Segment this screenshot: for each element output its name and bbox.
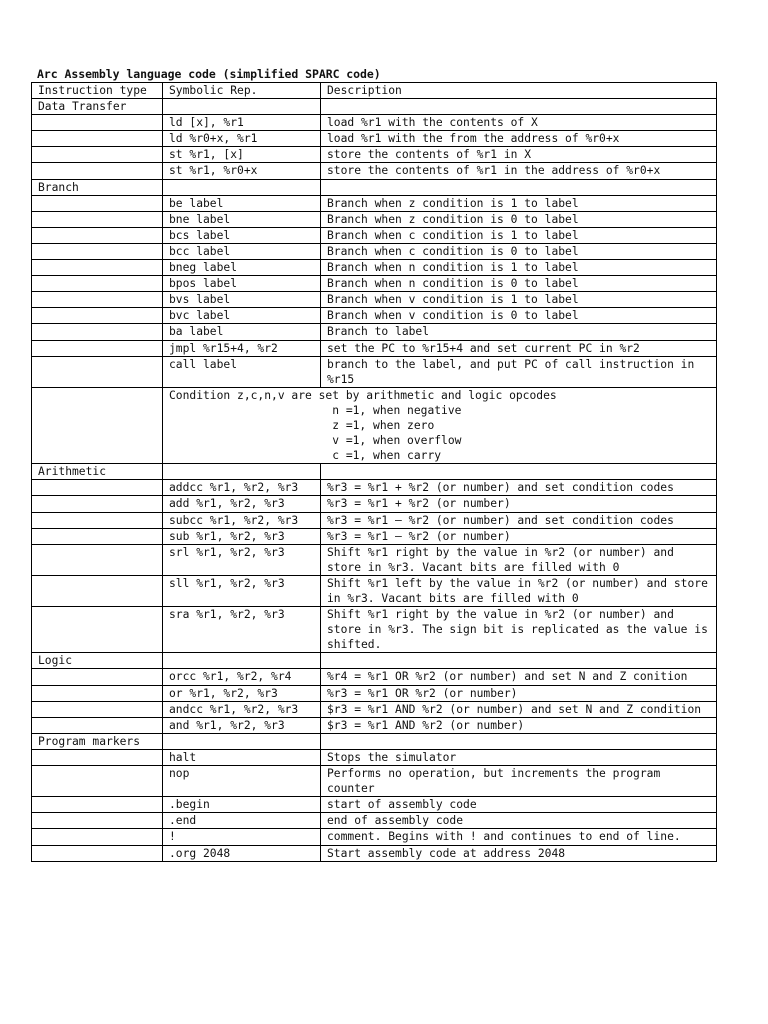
section-label: Data Transfer	[32, 99, 163, 115]
instruction-row	[32, 528, 717, 544]
symbolic-rep-cell: add %r1, %r2, %r3	[163, 496, 321, 512]
instruction-row	[32, 496, 717, 512]
instruction-row	[32, 845, 717, 861]
symbolic-rep-cell: .end	[163, 813, 321, 829]
instruction-row	[32, 276, 717, 292]
instruction-row	[32, 480, 717, 496]
symbolic-rep-cell: nop	[163, 766, 321, 797]
empty-cell	[32, 131, 163, 147]
symbolic-rep-cell: jmpl %r15+4, %r2	[163, 340, 321, 356]
symbolic-rep-cell: subcc %r1, %r2, %r3	[163, 512, 321, 528]
symbolic-rep-cell: bcs label	[163, 227, 321, 243]
description-cell: Branch when c condition is 0 to label	[321, 243, 717, 259]
instruction-row	[32, 829, 717, 845]
empty-cell	[163, 99, 321, 115]
symbolic-rep-cell: bvs label	[163, 292, 321, 308]
instruction-row	[32, 292, 717, 308]
symbolic-rep-cell: halt	[163, 749, 321, 765]
instruction-row	[32, 115, 717, 131]
section-label: Logic	[32, 653, 163, 669]
description-cell: Performs no operation, but increments the program counter	[321, 766, 717, 797]
instruction-row	[32, 575, 717, 606]
description-cell: comment. Begins with ! and continues to end of line.	[321, 829, 717, 845]
empty-cell	[321, 733, 717, 749]
header-description: Description	[321, 83, 717, 99]
description-cell: Branch when v condition is 1 to label	[321, 292, 717, 308]
empty-cell	[321, 653, 717, 669]
symbolic-rep-cell: bne label	[163, 211, 321, 227]
instruction-row	[32, 131, 717, 147]
empty-cell	[321, 99, 717, 115]
empty-cell	[32, 227, 163, 243]
empty-cell	[321, 179, 717, 195]
empty-cell	[32, 324, 163, 340]
description-cell: %r3 = %r1 – %r2 (or number) and set condition codes	[321, 512, 717, 528]
symbolic-rep-cell: ld [x], %r1	[163, 115, 321, 131]
condition-note-cell: Condition z,c,n,v are set by arithmetic and logic opcodes n =1, when negative z =1, when zero v =1, when overflow c =1, when carry	[163, 387, 717, 463]
empty-cell	[32, 845, 163, 861]
header-symbolic-rep: Symbolic Rep.	[163, 83, 321, 99]
document-title: Arc Assembly language code (simplified SPARC code)	[37, 67, 381, 81]
symbolic-rep-cell: .org 2048	[163, 845, 321, 861]
empty-cell	[32, 211, 163, 227]
symbolic-rep-cell: orcc %r1, %r2, %r4	[163, 669, 321, 685]
empty-cell	[163, 653, 321, 669]
empty-cell	[32, 496, 163, 512]
empty-cell	[321, 464, 717, 480]
instruction-row	[32, 669, 717, 685]
instruction-row	[32, 749, 717, 765]
symbolic-rep-cell: st %r1, [x]	[163, 147, 321, 163]
empty-cell	[32, 512, 163, 528]
symbolic-rep-cell: sub %r1, %r2, %r3	[163, 528, 321, 544]
empty-cell	[32, 544, 163, 575]
table-header-row	[32, 83, 717, 99]
description-cell: %r3 = %r1 + %r2 (or number) and set condition codes	[321, 480, 717, 496]
empty-cell	[32, 115, 163, 131]
instruction-row	[32, 211, 717, 227]
empty-cell	[32, 147, 163, 163]
description-cell: Start assembly code at address 2048	[321, 845, 717, 861]
empty-cell	[32, 575, 163, 606]
instruction-row	[32, 195, 717, 211]
empty-cell	[163, 179, 321, 195]
empty-cell	[32, 766, 163, 797]
description-cell: $r3 = %r1 AND %r2 (or number)	[321, 717, 717, 733]
symbolic-rep-cell: srl %r1, %r2, %r3	[163, 544, 321, 575]
empty-cell	[163, 733, 321, 749]
symbolic-rep-cell: or %r1, %r2, %r3	[163, 685, 321, 701]
symbolic-rep-cell: sll %r1, %r2, %r3	[163, 575, 321, 606]
description-cell: Shift %r1 right by the value in %r2 (or number) and store in %r3. Vacant bits are filled with 0	[321, 544, 717, 575]
symbolic-rep-cell: .begin	[163, 797, 321, 813]
symbolic-rep-cell: bpos label	[163, 276, 321, 292]
symbolic-rep-cell: bvc label	[163, 308, 321, 324]
empty-cell	[32, 243, 163, 259]
instruction-row	[32, 243, 717, 259]
description-cell: Branch to label	[321, 324, 717, 340]
section-label: Branch	[32, 179, 163, 195]
section-label: Arithmetic	[32, 464, 163, 480]
instruction-row	[32, 685, 717, 701]
description-cell: start of assembly code	[321, 797, 717, 813]
instruction-row	[32, 340, 717, 356]
symbolic-rep-cell: ba label	[163, 324, 321, 340]
instruction-row	[32, 324, 717, 340]
description-cell: Branch when n condition is 1 to label	[321, 260, 717, 276]
symbolic-rep-cell: addcc %r1, %r2, %r3	[163, 480, 321, 496]
symbolic-rep-cell: be label	[163, 195, 321, 211]
empty-cell	[163, 464, 321, 480]
instruction-row	[32, 308, 717, 324]
description-cell: Shift %r1 right by the value in %r2 (or number) and store in %r3. The sign bit is replicated as the value is shifted.	[321, 607, 717, 653]
instruction-row	[32, 766, 717, 797]
symbolic-rep-cell: bcc label	[163, 243, 321, 259]
symbolic-rep-cell: !	[163, 829, 321, 845]
description-cell: load %r1 with the contents of X	[321, 115, 717, 131]
symbolic-rep-cell: and %r1, %r2, %r3	[163, 717, 321, 733]
empty-cell	[32, 292, 163, 308]
description-cell: Branch when z condition is 1 to label	[321, 195, 717, 211]
instruction-row	[32, 701, 717, 717]
header-instruction-type: Instruction type	[32, 83, 163, 99]
empty-cell	[32, 607, 163, 653]
empty-cell	[32, 797, 163, 813]
instruction-row	[32, 512, 717, 528]
empty-cell	[32, 195, 163, 211]
section-row	[32, 733, 717, 749]
instruction-reference-table	[31, 82, 717, 862]
symbolic-rep-cell: sra %r1, %r2, %r3	[163, 607, 321, 653]
section-label: Program markers	[32, 733, 163, 749]
description-cell: Shift %r1 left by the value in %r2 (or number) and store in %r3. Vacant bits are filled with 0	[321, 575, 717, 606]
section-row	[32, 99, 717, 115]
description-cell: Branch when z condition is 0 to label	[321, 211, 717, 227]
condition-note-row	[32, 387, 717, 463]
empty-cell	[32, 717, 163, 733]
description-cell: Branch when c condition is 1 to label	[321, 227, 717, 243]
description-cell: $r3 = %r1 AND %r2 (or number) and set N and Z condition	[321, 701, 717, 717]
instruction-row	[32, 717, 717, 733]
description-cell: Stops the simulator	[321, 749, 717, 765]
description-cell: Branch when v condition is 0 to label	[321, 308, 717, 324]
description-cell: end of assembly code	[321, 813, 717, 829]
description-cell: %r3 = %r1 OR %r2 (or number)	[321, 685, 717, 701]
section-row	[32, 464, 717, 480]
empty-cell	[32, 163, 163, 179]
instruction-row	[32, 797, 717, 813]
empty-cell	[32, 308, 163, 324]
instruction-row	[32, 607, 717, 653]
description-cell: %r4 = %r1 OR %r2 (or number) and set N and Z conition	[321, 669, 717, 685]
instruction-row	[32, 227, 717, 243]
empty-cell	[32, 701, 163, 717]
empty-cell	[32, 276, 163, 292]
symbolic-rep-cell: st %r1, %r0+x	[163, 163, 321, 179]
table-body	[32, 83, 717, 862]
description-cell: %r3 = %r1 – %r2 (or number)	[321, 528, 717, 544]
description-cell: store the contents of %r1 in X	[321, 147, 717, 163]
symbolic-rep-cell: call label	[163, 356, 321, 387]
instruction-row	[32, 147, 717, 163]
description-cell: %r3 = %r1 + %r2 (or number)	[321, 496, 717, 512]
instruction-row	[32, 356, 717, 387]
empty-cell	[32, 669, 163, 685]
section-row	[32, 653, 717, 669]
instruction-row	[32, 544, 717, 575]
instruction-row	[32, 163, 717, 179]
symbolic-rep-cell: ld %r0+x, %r1	[163, 131, 321, 147]
description-cell: Branch when n condition is 0 to label	[321, 276, 717, 292]
empty-cell	[32, 387, 163, 463]
empty-cell	[32, 829, 163, 845]
description-cell: store the contents of %r1 in the address of %r0+x	[321, 163, 717, 179]
section-row	[32, 179, 717, 195]
empty-cell	[32, 480, 163, 496]
empty-cell	[32, 260, 163, 276]
symbolic-rep-cell: andcc %r1, %r2, %r3	[163, 701, 321, 717]
description-cell: set the PC to %r15+4 and set current PC in %r2	[321, 340, 717, 356]
description-cell: load %r1 with the from the address of %r0+x	[321, 131, 717, 147]
empty-cell	[32, 356, 163, 387]
instruction-row	[32, 813, 717, 829]
description-cell: branch to the label, and put PC of call instruction in %r15	[321, 356, 717, 387]
empty-cell	[32, 813, 163, 829]
instruction-row	[32, 260, 717, 276]
empty-cell	[32, 685, 163, 701]
empty-cell	[32, 340, 163, 356]
empty-cell	[32, 528, 163, 544]
empty-cell	[32, 749, 163, 765]
symbolic-rep-cell: bneg label	[163, 260, 321, 276]
